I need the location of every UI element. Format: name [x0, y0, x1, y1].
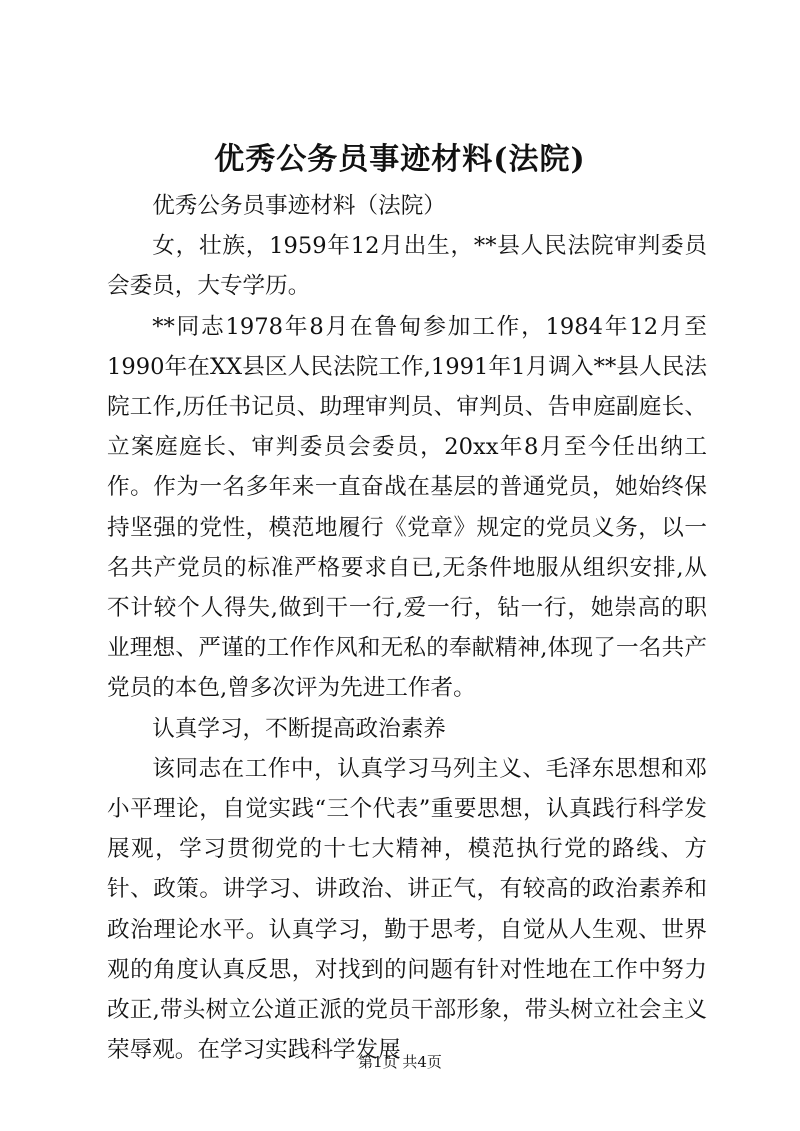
paragraph-subtitle: 优秀公务员事迹材料（法院） — [152, 193, 446, 219]
document-body — [107, 186, 707, 1070]
page-footer: 第1页 共4页 — [358, 1053, 442, 1071]
document-title: 优秀公务员事迹材料(法院) — [214, 142, 586, 177]
paragraph-study: 该同志在工作中，认真学习马列主义、毛泽东思想和邓小平理论，自觉实践“三个代表”重要思想，认真践行科学发展观，学习贯彻党的十七大精神，模范执行党的路线、方针、政策。讲学习、讲政治、讲正气，有较高的政治素养和政治理论水平。认真学习，勤于思考，自觉从人生观、世界观的角度认真反思，对找到的问题有针对性地在工作中努力改正,带头树立公道正派的党员干部形象，带头树立社会主义荣辱观。在学习实践科学发展 — [107, 755, 707, 1064]
paragraph-career: **同志1978年8月在鲁甸参加工作，1984年12月至1990年在XX县区人民法院工作,1991年1月调入**县人民法院工作,历任书记员、助理审判员、审判员、告申庭副庭长、立案庭庭长、审判委员会委员，20xx年8月至今任出纳工作。作为一名多年来一直奋战在基层的普通党员，她始终保持坚强的党性，模范地履行《党章》规定的党员义务，以一名共产党员的标准严格要求自已,无条件地服从组织安排,从不计较个人得失,做到干一行,爱一行，钻一行，她崇高的职业理想、严谨的工作作风和无私的奉献精神,体现了一名共产党员的本色,曾多次评为先进工作者。 — [107, 313, 707, 702]
section-heading: 认真学习，不断提高政治素养 — [152, 715, 446, 742]
paragraph-intro: 女，壮族，1959年12月出生，**县人民法院审判委员会委员，大专学历。 — [107, 233, 707, 300]
